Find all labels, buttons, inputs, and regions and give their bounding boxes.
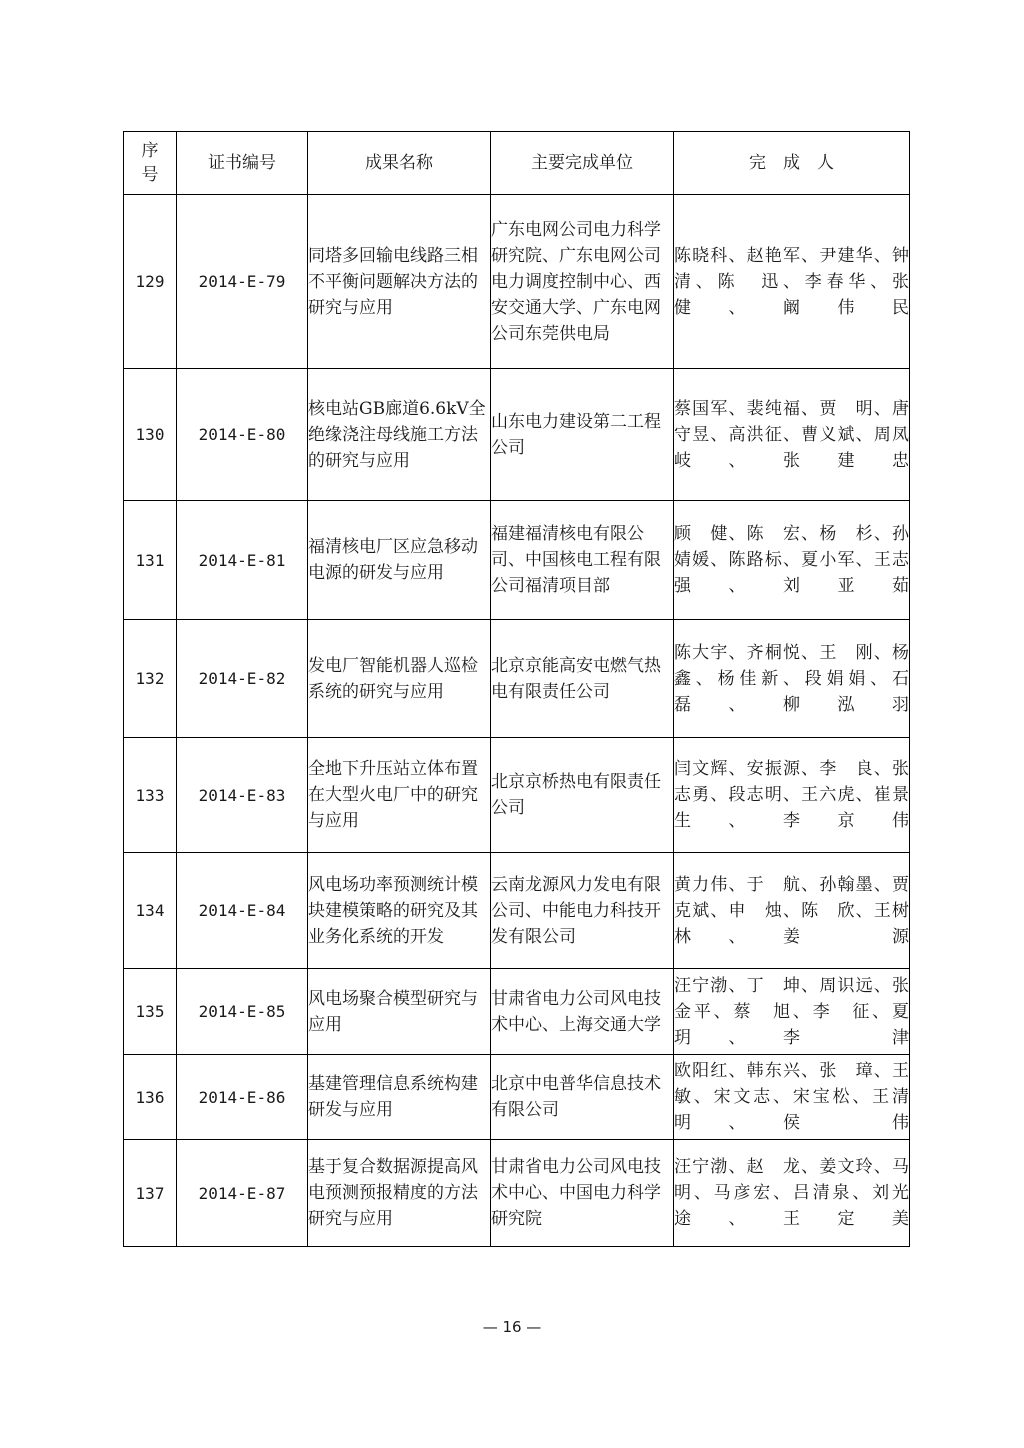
table-row [124, 369, 910, 501]
cell-achievement-name: 基于复合数据源提高风电预测预报精度的方法研究与应用 [308, 1140, 491, 1247]
cell-main-unit: 福建福清核电有限公司、中国核电工程有限公司福清项目部 [491, 501, 674, 620]
cell-contributors: 蔡国军、裴纯福、贾 明、唐守昱、高洪征、曹义斌、周凤岐、张建忠 [674, 369, 910, 501]
header-unit: 主要完成单位 [491, 132, 674, 195]
cell-contributors: 陈大宇、齐桐悦、王 刚、杨 鑫、杨佳新、段娟娟、石 磊、柳泓羽 [674, 620, 910, 738]
table-row [124, 620, 910, 738]
table-body [124, 195, 926, 1247]
cell-achievement-name: 福清核电厂区应急移动电源的研发与应用 [308, 501, 491, 620]
header-cert: 证书编号 [177, 132, 308, 195]
cell-main-unit: 北京京能高安屯燃气热电有限责任公司 [491, 620, 674, 738]
cell-main-unit: 北京中电普华信息技术有限公司 [491, 1055, 674, 1140]
table-row [124, 501, 910, 620]
cell-main-unit: 山东电力建设第二工程公司 [491, 369, 674, 501]
cell-main-unit: 云南龙源风力发电有限公司、中能电力科技开发有限公司 [491, 853, 674, 969]
cell-cert-number: 2014-E-84 [177, 853, 308, 969]
awards-table [123, 131, 926, 1247]
cell-cert-number: 2014-E-81 [177, 501, 308, 620]
cell-contributors: 黄力伟、于 航、孙翰墨、贾克斌、申 烛、陈 欣、王树林、姜 源 [674, 853, 910, 969]
cell-cert-number: 2014-E-82 [177, 620, 308, 738]
header-name: 成果名称 [308, 132, 491, 195]
cell-achievement-name: 发电厂智能机器人巡检系统的研究与应用 [308, 620, 491, 738]
cell-seq: 133 [124, 738, 177, 853]
cell-seq: 130 [124, 369, 177, 501]
cell-seq: 132 [124, 620, 177, 738]
cell-achievement-name: 风电场聚合模型研究与应用 [308, 969, 491, 1055]
cell-main-unit: 广东电网公司电力科学研究院、广东电网公司电力调度控制中心、西安交通大学、广东电网公司东莞供电局 [491, 195, 674, 369]
cell-contributors: 汪宁渤、赵 龙、姜文玲、马 明、马彦宏、吕清泉、刘光途、王定美 [674, 1140, 910, 1247]
header-people: 完 成 人 [674, 132, 910, 195]
cell-cert-number: 2014-E-79 [177, 195, 308, 369]
cell-seq: 129 [124, 195, 177, 369]
cell-seq: 134 [124, 853, 177, 969]
table-header-row [124, 132, 910, 195]
cell-main-unit: 甘肃省电力公司风电技术中心、中国电力科学研究院 [491, 1140, 674, 1247]
cell-cert-number: 2014-E-85 [177, 969, 308, 1055]
header-seq [124, 132, 177, 195]
cell-seq: 131 [124, 501, 177, 620]
cell-achievement-name: 风电场功率预测统计模块建模策略的研究及其业务化系统的开发 [308, 853, 491, 969]
cell-contributors: 汪宁渤、丁 坤、周识远、张金平、蔡 旭、李 征、夏 玥、李 津 [674, 969, 910, 1055]
page-number: — 16 — [482, 1318, 542, 1336]
table-row [124, 738, 910, 853]
cell-main-unit: 甘肃省电力公司风电技术中心、上海交通大学 [491, 969, 674, 1055]
cell-contributors: 顾 健、陈 宏、杨 杉、孙婧媛、陈路标、夏小军、王志强、刘亚茹 [674, 501, 910, 620]
cell-achievement-name: 基建管理信息系统构建研发与应用 [308, 1055, 491, 1140]
cell-contributors: 陈晓科、赵艳军、尹建华、钟 清、陈 迅、李春华、张 健、阚伟民 [674, 195, 910, 369]
cell-contributors: 欧阳红、韩东兴、张 璋、王 敏、宋文志、宋宝松、王清明、侯 伟 [674, 1055, 910, 1140]
cell-contributors: 闫文辉、安振源、李 良、张志勇、段志明、王六虎、崔景生、李京伟 [674, 738, 910, 853]
cell-cert-number: 2014-E-83 [177, 738, 308, 853]
header-seq-text: 序号 [141, 141, 159, 185]
cell-cert-number: 2014-E-80 [177, 369, 308, 501]
cell-seq: 136 [124, 1055, 177, 1140]
cell-seq: 135 [124, 969, 177, 1055]
cell-cert-number: 2014-E-87 [177, 1140, 308, 1247]
table-row [124, 1140, 910, 1247]
cell-achievement-name: 核电站GB廊道6.6kV全绝缘浇注母线施工方法的研究与应用 [308, 369, 491, 501]
table-row [124, 1055, 910, 1140]
cell-achievement-name: 全地下升压站立体布置在大型火电厂中的研究与应用 [308, 738, 491, 853]
cell-achievement-name: 同塔多回输电线路三相不平衡问题解决方法的研究与应用 [308, 195, 491, 369]
table-row [124, 969, 910, 1055]
cell-cert-number: 2014-E-86 [177, 1055, 308, 1140]
table-row [124, 853, 910, 969]
table-row [124, 195, 910, 369]
cell-seq: 137 [124, 1140, 177, 1247]
cell-main-unit: 北京京桥热电有限责任公司 [491, 738, 674, 853]
